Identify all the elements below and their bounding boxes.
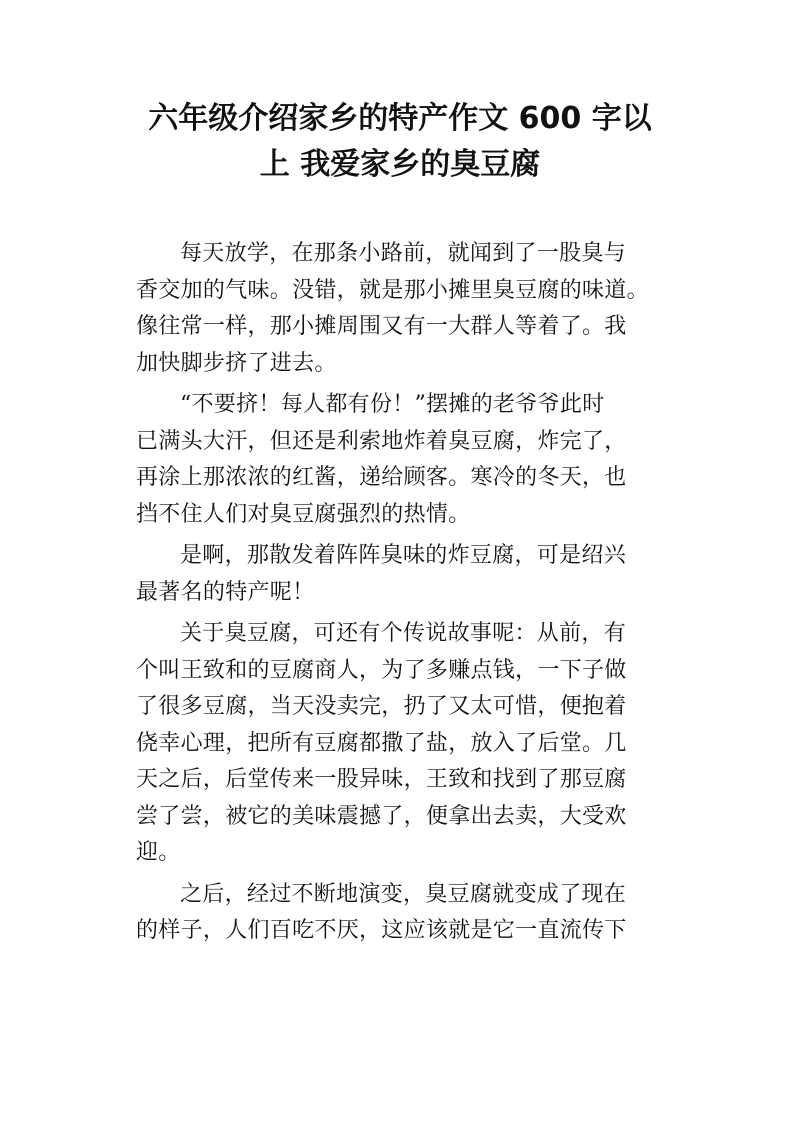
text-line: 个叫王致和的豆腐商人，为了多赚点钱，一下子做	[136, 657, 627, 683]
text-line: 之后，经过不断地演变，臭豆腐就变成了现在	[180, 881, 627, 907]
text-line: “不要挤！每人都有份！”摆摊的老爷爷此时	[180, 392, 605, 417]
text-line: 尝了尝，被它的美味震撼了，便拿出去卖，大受欢	[136, 803, 627, 829]
text-line: 的样子，人们百吃不厌，这应该就是它一直流传下	[136, 918, 627, 943]
text-line: 迎。	[136, 840, 181, 865]
text-line: 香交加的气味。没错，就是那小摊里臭豆腐的味道。	[136, 277, 649, 303]
text-line: 每天放学，在那条小路前，就闻到了一股臭与	[180, 241, 627, 266]
title-line: 六年级介绍家乡的特产作文 600 字以	[148, 101, 652, 136]
text-line: 最著名的特产呢！	[136, 579, 315, 605]
text-line: 已满头大汗，但还是利索地炸着臭豆腐，炸完了，	[136, 428, 627, 454]
paragraph	[136, 538, 696, 611]
text-line: 再涂上那浓浓的红酱，递给顾客。寒冷的冬天，也	[136, 465, 627, 490]
paragraph	[136, 387, 696, 533]
text-line: 侥幸心理，把所有豆腐都撒了盐，放入了后堂。几	[136, 730, 627, 756]
document-title	[100, 96, 700, 188]
text-line: 加快脚步挤了进去。	[136, 350, 337, 376]
text-line: 了很多豆腐，当天没卖完，扔了又太可惜，便抱着	[136, 694, 627, 719]
title-line: 上 我爱家乡的臭豆腐	[259, 147, 541, 182]
document-body	[136, 236, 696, 955]
text-line: 像往常一样，那小摊周围又有一大群人等着了。我	[136, 314, 627, 339]
text-line: 天之后，后堂传来一股异味，王致和找到了那豆腐	[136, 767, 627, 792]
paragraph	[136, 236, 696, 382]
paragraph	[136, 877, 696, 950]
text-line: 关于臭豆腐，可还有个传说故事呢：从前，有	[180, 621, 627, 646]
text-line: 挡不住人们对臭豆腐强烈的热情。	[136, 501, 471, 527]
text-line: 是啊，那散发着阵阵臭味的炸豆腐，可是绍兴	[180, 543, 627, 568]
paragraph	[136, 616, 696, 872]
